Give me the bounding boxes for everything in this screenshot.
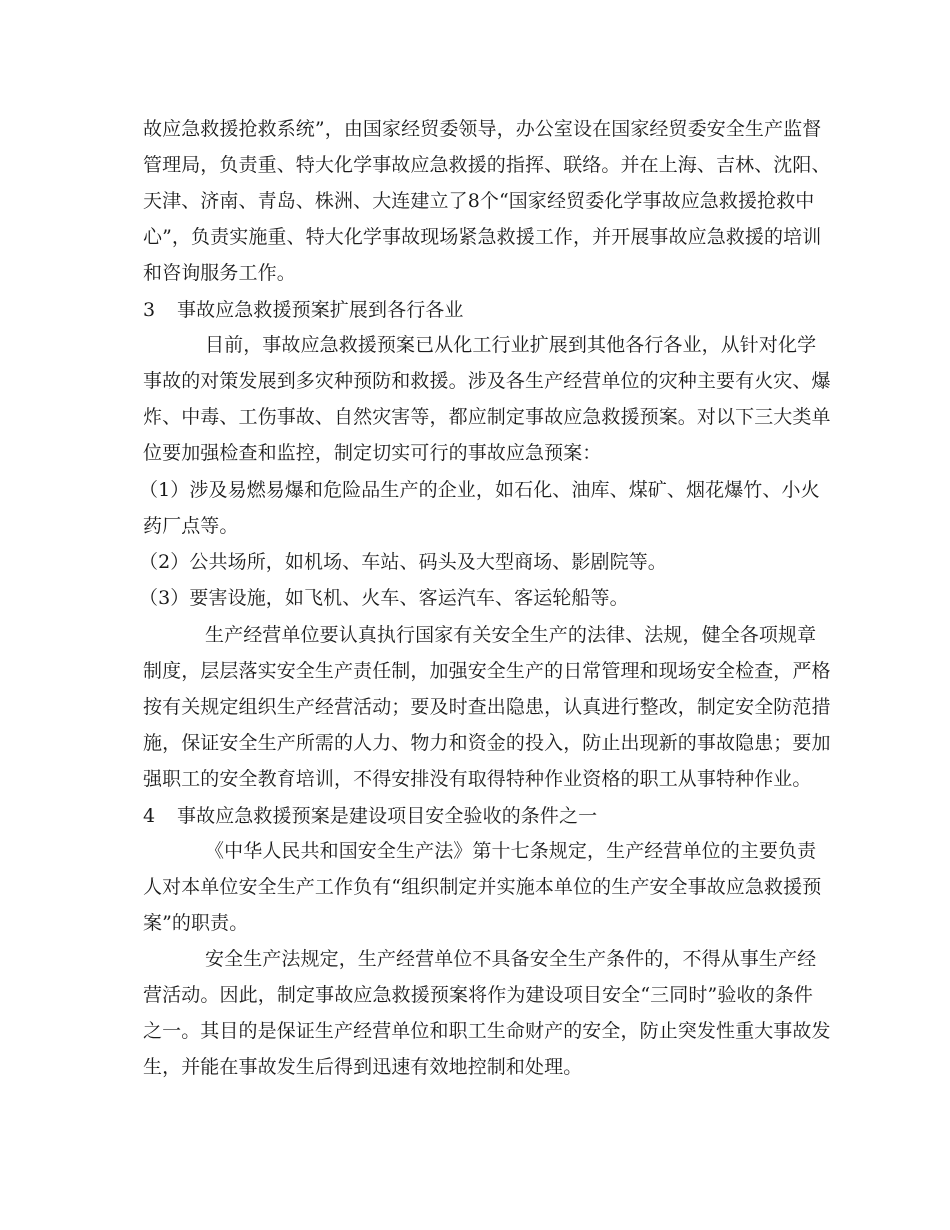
section-heading-3	[143, 295, 813, 325]
paragraph-line: 位要加强检查和监控，制定切实可行的事故应急预案：	[143, 442, 602, 464]
paragraph-line: 管理局，负责重、特大化学事故应急救援的指挥、联络。并在上海、吉林、沈阳、	[143, 154, 831, 176]
paragraph-line: 按有关规定组织生产经营活动；要及时查出隐患，认真进行整改，制定安全防范措	[143, 696, 831, 718]
paragraph-line: 目前，事故应急救援预案已从化工行业扩展到其他各行各业，从针对化学	[205, 334, 817, 356]
list-item: （3）要害设施，如飞机、火车、客运汽车、客运轮船等。	[139, 587, 629, 609]
list-item: （1）涉及易燃易爆和危险品生产的企业，如石化、油库、煤矿、烟花爆竹、小火	[139, 479, 820, 501]
paragraph-line: 生，并能在事故发生后得到迅速有效地控制和处理。	[143, 1056, 583, 1078]
paragraph-line: 和咨询服务工作。	[143, 262, 296, 284]
list-item: （2）公共场所，如机场、车站、码头及大型商场、影剧院等。	[139, 551, 667, 573]
paragraph-line: 施，保证安全生产所需的人力、物力和资金的投入，防止出现新的事故隐患；要加	[143, 732, 831, 754]
paragraph-line: 心”，负责实施重、特大化学事故现场紧急救援工作，并开展事故应急救援的培训	[143, 226, 822, 248]
section-title: 事故应急救援预案扩展到各行各业	[177, 299, 464, 321]
paragraph-line: 人对本单位安全生产工作负有“组织制定并实施本单位的生产安全事故应急救援预	[143, 876, 822, 898]
paragraph-line: 营活动。因此，制定事故应急救援预案将作为建设项目安全“三同时”验收的条件	[143, 984, 813, 1006]
paragraph-line: 天津、济南、青岛、株洲、大连建立了8个“国家经贸委化学事故应急救援抢救中	[143, 190, 815, 212]
paragraph-line: 安全生产法规定，生产经营单位不具备安全生产条件的，不得从事生产经	[205, 948, 817, 970]
paragraph-line: 故应急救援抢救系统”，由国家经贸委领导，办公室设在国家经贸委安全生产监督	[143, 118, 822, 140]
paragraph-line: 《中华人民共和国安全生产法》第十七条规定，生产经营单位的主要负责	[205, 840, 817, 862]
paragraph-line: 炸、中毒、工伤事故、自然灾害等，都应制定事故应急救援预案。对以下三大类单	[143, 406, 831, 428]
section-title: 事故应急救援预案是建设项目安全验收的条件之一	[177, 805, 598, 827]
paragraph-line: 强职工的安全教育培训，不得安排没有取得特种作业资格的职工从事特种作业。	[143, 768, 812, 790]
section-heading-4	[143, 801, 813, 831]
list-item: 药厂点等。	[143, 515, 239, 537]
section-number: 4	[143, 805, 156, 827]
paragraph-line: 生产经营单位要认真执行国家有关安全生产的法律、法规，健全各项规章	[205, 624, 817, 646]
paragraph-line: 事故的对策发展到多灾种预防和救援。涉及各生产经营单位的灾种主要有火灾、爆	[143, 370, 831, 392]
paragraph-line: 案”的职责。	[143, 912, 249, 934]
section-number: 3	[143, 299, 156, 321]
paragraph-line: 之一。其目的是保证生产经营单位和职工生命财产的安全，防止突发性重大事故发	[143, 1020, 831, 1042]
paragraph-line: 制度，层层落实安全生产责任制，加强安全生产的日常管理和现场安全检查，严格	[143, 660, 831, 682]
